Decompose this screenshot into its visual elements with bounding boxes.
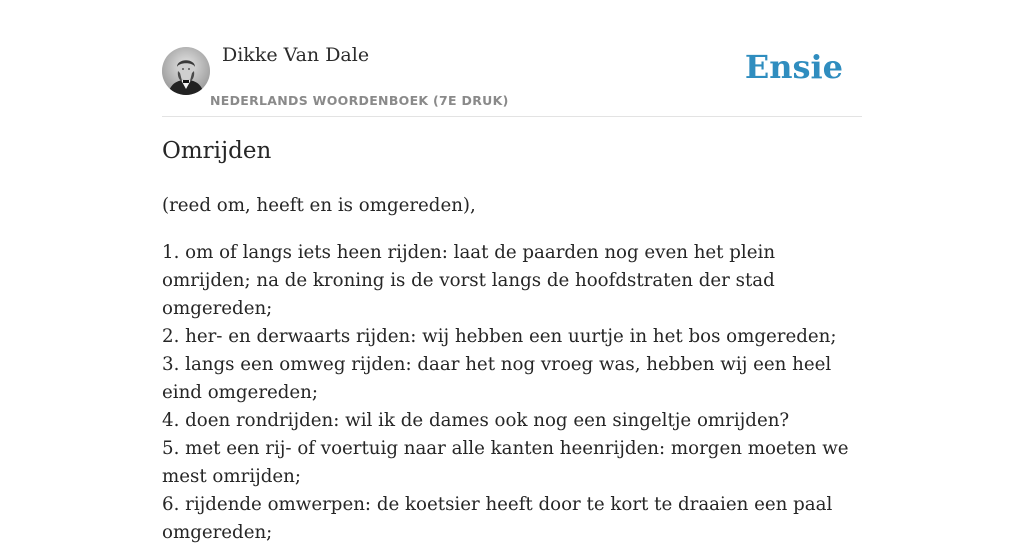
dictionary-source[interactable]: NEDERLANDS WOORDENBOEK (7E DRUK)	[210, 93, 509, 108]
ensie-logo[interactable]: Ensie	[744, 48, 843, 86]
definition-item: 3. langs een omweg rijden: daar het nog vroeg was, hebben wij een heel eind omgereden;	[162, 354, 832, 403]
definition-list	[162, 239, 862, 547]
definition-item: 4. doen rondrijden: wil ik de dames ook nog een singeltje omrijden?	[162, 410, 790, 431]
author-portrait-icon	[162, 47, 210, 95]
card-header	[162, 0, 862, 117]
definition-item: 1. om of langs iets heen rijden: laat de paarden nog even het plein omrijden; na de kroning is de vorst langs de hoofdstraten der stad omgereden;	[162, 242, 776, 319]
author-name[interactable]: Dikke Van Dale	[222, 44, 370, 66]
entry-body	[162, 192, 862, 547]
definition-item: 5. met een rij- of voertuig naar alle kanten heenrijden: morgen moeten we mest omrijden;	[162, 438, 849, 487]
dictionary-card	[162, 0, 862, 543]
definition-item: 2. her- en derwaarts rijden: wij hebben een uurtje in het bos omgereden;	[162, 326, 837, 347]
entry-title: Omrijden	[162, 138, 272, 164]
author-avatar[interactable]	[162, 47, 210, 95]
definition-item: 6. rijdende omwerpen: de koetsier heeft door te kort te draaien een paal omgereden;	[162, 494, 833, 543]
entry-grammar: (reed om, heeft en is omgereden),	[162, 195, 476, 216]
